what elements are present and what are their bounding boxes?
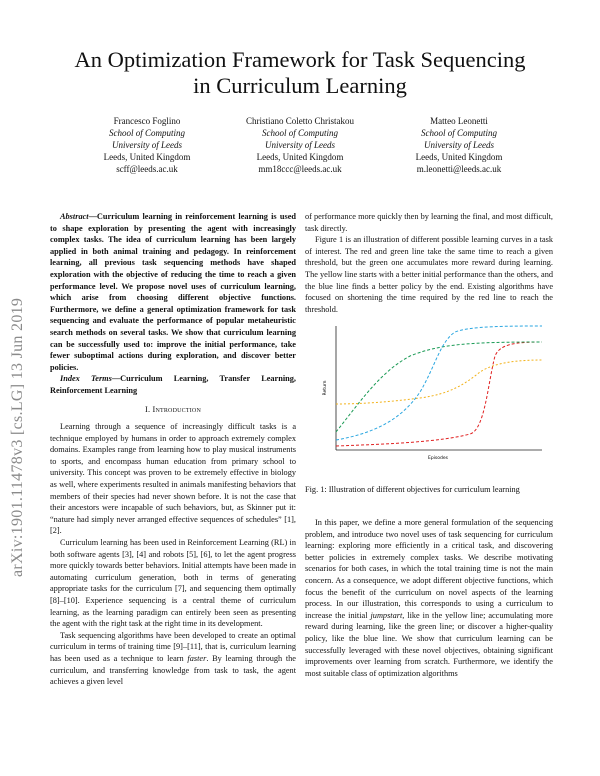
intro-paragraph-continued: of performance more quickly then by learning the final, and most difficult, task directly. [305, 212, 553, 233]
author-location: Leeds, United Kingdom [103, 152, 191, 162]
left-column [50, 211, 296, 688]
section-heading-introduction: I. Introduction [144, 404, 201, 414]
author-block-2 [222, 115, 378, 175]
curve-green [336, 342, 542, 432]
paper-title [40, 47, 560, 99]
right-column-top [305, 211, 553, 315]
title-line-1: An Optimization Framework for Task Sequencing [74, 47, 526, 72]
author-block-1 [92, 115, 202, 175]
paragraph-text: . By learning through the curriculum, and transferring knowledge from task to task, the agent achieves a given level [50, 653, 296, 687]
paragraph-text: In this paper, we define a more general formulation of the sequencing problem, and introduce two novel uses of task sequencing for curriculum learning: exploring more efficiently in a critical task, and discovering better policies in extremely complex tasks. We describe motivating scenarios for both cases, in which the total training time is not the main concern. As a consequence, we adopt different objective functions, which focus the benefit of the curriculum on novel aspects of the learning process. In our illustration, this corresponds to using a curriculum to increase the initial [305, 518, 553, 620]
author-email: scff@leeds.ac.uk [116, 164, 178, 174]
arxiv-identifier: arXiv:1901.11478v3 [cs.LG] 13 Jun 2019 [9, 297, 26, 577]
intro-paragraph-3 [50, 630, 296, 688]
author-block-3 [400, 115, 518, 175]
emphasis-text: faster [187, 653, 207, 663]
index-terms [50, 373, 296, 396]
author-name: Christiano Coletto Christakou [246, 116, 354, 126]
index-terms-label: Index Terms [60, 374, 112, 384]
author-school: School of Computing [421, 128, 497, 138]
abstract-label: Abstract [60, 212, 89, 221]
intro-paragraph-figure-ref: Figure 1 is an illustration of different possible learning curves in a task of interest. The red and green line take the same time to reach a given threshold, but the green one accumulates more reward during learning. The yellow line starts with a better initial performance than the others, and the blue line finds a better policy by the end. Existing algorithms have focused on shortening the time required by the red line to reach the threshold. [305, 235, 553, 314]
contribution-paragraph [305, 517, 553, 679]
author-university: University of Leeds [424, 140, 494, 150]
figure-caption: Fig. 1: Illustration of different objectives for curriculum learning [305, 485, 520, 494]
intro-paragraph-1: Learning through a sequence of increasingly difficult tasks is a technique employed by humans in order to approach extremely complex domains. Examples range from learning how to play musical instruments to sports, and encompass human education from primary school to university. This concept was proven to be extremely effective in biology as well, where experiments resulted in animals manifesting behaviors that members of their species had never shown before. It is not the case that their ancestors were incapable of such behaviors, but, as Skinner put it: “nature had simply never arranged effective sequences of schedules” [1], [2]. [50, 422, 296, 536]
right-column-bottom [305, 517, 553, 679]
curve-red [336, 342, 542, 446]
author-university: University of Leeds [112, 140, 182, 150]
author-university: University of Leeds [265, 140, 335, 150]
author-name: Francesco Foglino [113, 116, 181, 126]
abstract [50, 211, 296, 373]
index-terms-text: —Curriculum Learning, Transfer Learning, Reinforcement Learning [50, 374, 296, 395]
author-school: School of Computing [109, 128, 185, 138]
curve-yellow [336, 360, 542, 404]
author-name: Matteo Leonetti [430, 116, 488, 126]
y-axis-label: Return [323, 380, 328, 396]
title-line-2: in Curriculum Learning [193, 73, 407, 98]
learning-curves-figure [320, 322, 546, 464]
emphasis-text: jumpstart [370, 610, 403, 620]
author-email: m.leonetti@leeds.ac.uk [416, 164, 502, 174]
author-school: School of Computing [262, 128, 338, 138]
x-axis-label: Episodes [427, 456, 449, 461]
curve-blue [336, 326, 542, 440]
paragraph-text: Task sequencing algorithms have been developed to create an optimal curriculum in terms of training time [9]–[11], that is, curriculum learning has been used as a technique to learn [50, 630, 296, 663]
author-location: Leeds, United Kingdom [415, 152, 503, 162]
paragraph-text: , like in the yellow line; accumulating more reward during learning, like the green line; or discover a higher-quality policy, like the blue line. We show that curriculum learning can be successfully leveraged with these novel objectives, obtaining significant improvements over learning from scratch. Furthermore, we identify the most suitable class of optimization algorithms [305, 610, 553, 678]
abstract-text: —Curriculum learning in reinforcement learning is used to shape exploration by presenting the agent with increasingly complex tasks. The idea of curriculum learning has been largely applied in both animal training and pedagogy. In reinforcement learning, all previous task sequencing methods have shaped exploration with the objective of reducing the time to reach a given performance level. We propose novel uses of curriculum learning, which arise from choosing different objective functions. Furthermore, we define a general optimization framework for task sequencing and evaluate the performance of popular metaheuristic search methods on several tasks. We show that curriculum learning can be successfully used to: improve the initial performance, take fewer suboptimal actions during exploration, and discover better policies. [50, 212, 296, 372]
author-location: Leeds, United Kingdom [256, 152, 344, 162]
author-email: mm18ccc@leeds.ac.uk [258, 164, 342, 174]
intro-paragraph-2: Curriculum learning has been used in Reinforcement Learning (RL) in both software agents [3], [4] and robots [5], [6], to let the agent progress more quickly towards better behaviors. Initial attempts have been made in automating curriculum generation, both in terms of generating appropriate tasks for the curriculum [7], and sequencing them optimally [8]–[10]. Experience sequencing is a central theme of curriculum learning, as the learning paradigm can entirely been seen as presenting the agent with the right task at the right time in its development. [50, 538, 296, 629]
